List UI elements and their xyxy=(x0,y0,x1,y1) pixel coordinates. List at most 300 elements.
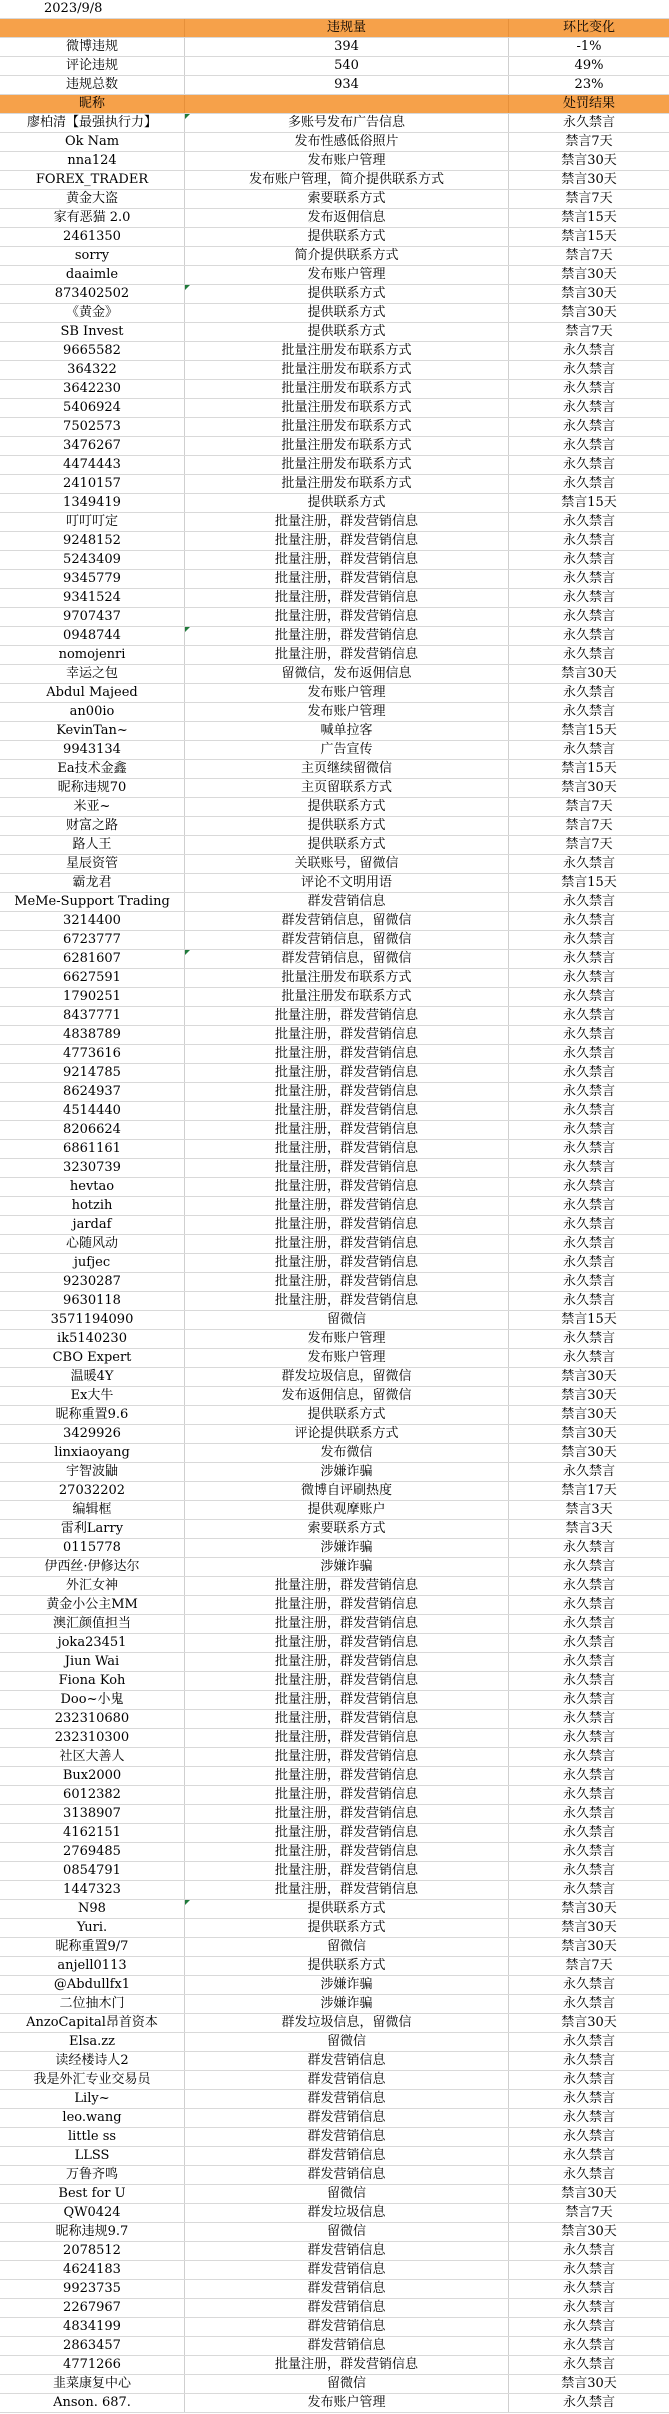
cell-result: 永久禁言 xyxy=(562,932,615,947)
table-row xyxy=(0,1919,669,1938)
cell-reason: 提供联系方式 xyxy=(185,304,509,322)
cell-name: MeMe-Support Trading xyxy=(0,893,185,911)
cell-result: 永久禁言 xyxy=(562,1198,615,1213)
cell-name: 3642230 xyxy=(0,380,185,398)
cell-name: 4514440 xyxy=(0,1102,185,1120)
cell-name: anjell0113 xyxy=(0,1957,185,1975)
cell-reason: 涉嫌诈骗 xyxy=(185,1976,509,1994)
table-row xyxy=(0,874,669,893)
cell-name: 2078512 xyxy=(0,2242,185,2260)
cell-name: 温暖4Y xyxy=(0,1368,185,1386)
table-row xyxy=(0,171,669,190)
table-row xyxy=(0,608,669,627)
cell-name: 昵称重置9.6 xyxy=(0,1406,185,1424)
cell-result: 永久禁言 xyxy=(562,742,615,757)
table-row xyxy=(0,779,669,798)
report-date: 2023/9/8 xyxy=(44,1,103,16)
cell-reason: 群发营销信息 xyxy=(185,2337,509,2355)
table-row xyxy=(0,399,669,418)
cell-name: 星辰资管 xyxy=(0,855,185,873)
cell-name: 编辑框 xyxy=(0,1501,185,1519)
cell-result: 禁言15天 xyxy=(561,495,617,510)
cell-result: 永久禁言 xyxy=(562,1065,615,1080)
table-row xyxy=(0,589,669,608)
cell-result: 禁言30天 xyxy=(561,172,617,187)
cell-name: sorry xyxy=(0,247,185,265)
cell-result: 永久禁言 xyxy=(562,2281,615,2296)
stats-header-change: 环比变化 xyxy=(562,20,615,35)
table-row xyxy=(0,2090,669,2109)
cell-name: Ex大牛 xyxy=(0,1387,185,1405)
table-row xyxy=(0,418,669,437)
table-row xyxy=(0,1463,669,1482)
cell-result: 永久禁言 xyxy=(562,533,615,548)
cell-reason: 批量注册，群发营销信息 xyxy=(185,1653,509,1671)
table-row xyxy=(0,380,669,399)
cell-reason: 提供联系方式 xyxy=(185,817,509,835)
stat-value: 540 xyxy=(185,57,509,75)
stat-value: 934 xyxy=(185,76,509,94)
cell-result: 永久禁言 xyxy=(562,115,615,130)
cell-name: 364322 xyxy=(0,361,185,379)
cell-name: 7502573 xyxy=(0,418,185,436)
table-row xyxy=(0,1349,669,1368)
cell-reason: 群发营销信息 xyxy=(185,2280,509,2298)
table-row xyxy=(0,1710,669,1729)
cell-result: 禁言15天 xyxy=(561,875,617,890)
table-row xyxy=(0,1729,669,1748)
cell-reason: 批量注册，群发营销信息 xyxy=(185,570,509,588)
cell-name: Jiun Wai xyxy=(0,1653,185,1671)
cell-reason: 简介提供联系方式 xyxy=(185,247,509,265)
table-row xyxy=(0,209,669,228)
cell-result: 永久禁言 xyxy=(562,1274,615,1289)
cell-name: 伊西丝·伊修达尔 xyxy=(0,1558,185,1576)
table-row xyxy=(0,2166,669,2185)
table-row xyxy=(0,1330,669,1349)
cell-name: 2769485 xyxy=(0,1843,185,1861)
table-row xyxy=(0,1273,669,1292)
cell-name: 1349419 xyxy=(0,494,185,512)
cell-name: 3476267 xyxy=(0,437,185,455)
table-row xyxy=(0,2204,669,2223)
cell-result: 永久禁言 xyxy=(562,1293,615,1308)
table-row xyxy=(0,1976,669,1995)
cell-result: 禁言30天 xyxy=(561,1426,617,1441)
cell-reason: 发布账户管理 xyxy=(185,684,509,702)
cell-name: 232310680 xyxy=(0,1710,185,1728)
table-row xyxy=(0,912,669,931)
cell-result: 永久禁言 xyxy=(562,438,615,453)
cell-name: FOREX_TRADER xyxy=(0,171,185,189)
cell-reason: 发布账户管理 xyxy=(185,2394,509,2412)
table-row xyxy=(0,703,669,722)
cell-reason: 涉嫌诈骗 xyxy=(185,1539,509,1557)
table-row xyxy=(0,551,669,570)
table-row xyxy=(0,1900,669,1919)
cell-name: 27032202 xyxy=(0,1482,185,1500)
cell-reason: 批量注册，群发营销信息 xyxy=(185,1672,509,1690)
table-row xyxy=(0,1824,669,1843)
cell-name: 9943134 xyxy=(0,741,185,759)
table-row xyxy=(0,1862,669,1881)
table-row xyxy=(0,2223,669,2242)
cell-name: 9345779 xyxy=(0,570,185,588)
table-row xyxy=(0,627,669,646)
cell-result: 永久禁言 xyxy=(562,1103,615,1118)
cell-result: 永久禁言 xyxy=(562,1331,615,1346)
cell-reason: 提供观摩账户 xyxy=(185,1501,509,1519)
table-row xyxy=(0,532,669,551)
cell-reason: 批量注册，群发营销信息 xyxy=(185,1577,509,1595)
cell-name: leo.wang xyxy=(0,2109,185,2127)
cell-reason: 批量注册，群发营销信息 xyxy=(185,1691,509,1709)
cell-result: 永久禁言 xyxy=(562,1749,615,1764)
stats-body xyxy=(0,38,669,95)
table-row xyxy=(0,1501,669,1520)
cell-reason: 批量注册发布联系方式 xyxy=(185,969,509,987)
cell-result: 永久禁言 xyxy=(562,476,615,491)
table-row xyxy=(0,646,669,665)
table-row xyxy=(0,665,669,684)
cell-reason: 留微信 xyxy=(185,2375,509,2393)
cell-result: 禁言30天 xyxy=(561,1445,617,1460)
table-row xyxy=(0,1539,669,1558)
cell-reason: 发布账户管理，简介提供联系方式 xyxy=(185,171,509,189)
cell-reason: 发布性感低俗照片 xyxy=(185,133,509,151)
table-row xyxy=(0,798,669,817)
stat-change: 49% xyxy=(574,58,604,73)
table-row xyxy=(0,2071,669,2090)
cell-name: 4162151 xyxy=(0,1824,185,1842)
table-row xyxy=(0,247,669,266)
cell-result: 永久禁言 xyxy=(562,1996,615,2011)
table-row xyxy=(0,1311,669,1330)
cell-reason: 批量注册，群发营销信息 xyxy=(185,1634,509,1652)
cell-reason: 批量注册发布联系方式 xyxy=(185,361,509,379)
cell-reason: 批量注册，群发营销信息 xyxy=(185,1045,509,1063)
cell-name: N98 xyxy=(0,1900,185,1918)
cell-name: nomojenri xyxy=(0,646,185,664)
cell-name: 4838789 xyxy=(0,1026,185,1044)
table-row xyxy=(0,1786,669,1805)
cell-result: 永久禁言 xyxy=(562,1540,615,1555)
cell-name: 叮叮叮定 xyxy=(0,513,185,531)
cell-name: 6281607 xyxy=(0,950,185,968)
cell-name: 9707437 xyxy=(0,608,185,626)
cell-reason: 批量注册发布联系方式 xyxy=(185,456,509,474)
cell-result: 永久禁言 xyxy=(562,2072,615,2087)
table-row xyxy=(0,1957,669,1976)
cell-reason: 发布返佣信息，留微信 xyxy=(185,1387,509,1405)
cell-result: 永久禁言 xyxy=(562,2034,615,2049)
cell-result: 禁言7天 xyxy=(565,248,613,263)
table-row xyxy=(0,1292,669,1311)
cell-result: 永久禁言 xyxy=(562,1160,615,1175)
cell-reason: 涉嫌诈骗 xyxy=(185,1995,509,2013)
cell-reason: 提供联系方式 xyxy=(185,798,509,816)
table-header-name: 昵称 xyxy=(0,95,185,113)
cell-name: 霸龙君 xyxy=(0,874,185,892)
cell-reason: 批量注册，群发营销信息 xyxy=(185,532,509,550)
table-row xyxy=(0,437,669,456)
cell-reason: 批量注册，群发营销信息 xyxy=(185,1064,509,1082)
cell-result: 禁言30天 xyxy=(561,153,617,168)
cell-reason: 批量注册，群发营销信息 xyxy=(185,1748,509,1766)
table-row xyxy=(0,114,669,133)
table-row xyxy=(0,456,669,475)
cell-reason: 群发营销信息 xyxy=(185,2052,509,2070)
cell-result: 禁言15天 xyxy=(561,210,617,225)
cell-result: 永久禁言 xyxy=(562,362,615,377)
table-row xyxy=(0,1558,669,1577)
cell-result: 禁言30天 xyxy=(561,1369,617,1384)
cell-name: Abdul Majeed xyxy=(0,684,185,702)
cell-result: 永久禁言 xyxy=(562,1844,615,1859)
cell-name: 6723777 xyxy=(0,931,185,949)
table-row xyxy=(0,2109,669,2128)
cell-name: CBO Expert xyxy=(0,1349,185,1367)
cell-result: 禁言30天 xyxy=(561,1920,617,1935)
cell-result: 禁言30天 xyxy=(561,267,617,282)
cell-reason: 涉嫌诈骗 xyxy=(185,1463,509,1481)
cell-reason: 批量注册，群发营销信息 xyxy=(185,1881,509,1899)
cell-result: 禁言7天 xyxy=(565,1958,613,1973)
table-row xyxy=(0,1520,669,1539)
cell-result: 永久禁言 xyxy=(562,2129,615,2144)
table-row xyxy=(0,2261,669,2280)
cell-reason: 批量注册，群发营销信息 xyxy=(185,1292,509,1310)
cell-name: 幸运之包 xyxy=(0,665,185,683)
cell-result: 永久禁言 xyxy=(562,1616,615,1631)
cell-result: 永久禁言 xyxy=(562,1255,615,1270)
cell-name: 家有恶猫 2.0 xyxy=(0,209,185,227)
cell-reason: 批量注册发布联系方式 xyxy=(185,380,509,398)
cell-name: 9248152 xyxy=(0,532,185,550)
cell-result: 永久禁言 xyxy=(562,1597,615,1612)
cell-reason: 批量注册，群发营销信息 xyxy=(185,2356,509,2374)
cell-result: 禁言7天 xyxy=(565,818,613,833)
cell-result: 永久禁言 xyxy=(562,704,615,719)
cell-result: 永久禁言 xyxy=(562,2110,615,2125)
table-row xyxy=(0,2394,669,2413)
cell-reason: 批量注册，群发营销信息 xyxy=(185,1178,509,1196)
cell-name: 1447323 xyxy=(0,1881,185,1899)
cell-result: 永久禁言 xyxy=(562,647,615,662)
cell-result: 永久禁言 xyxy=(562,1692,615,1707)
cell-name: 3138907 xyxy=(0,1805,185,1823)
cell-result: 禁言30天 xyxy=(561,1407,617,1422)
cell-name: 4773616 xyxy=(0,1045,185,1063)
cell-name: 外汇女神 xyxy=(0,1577,185,1595)
table-row xyxy=(0,1083,669,1102)
cell-name: 路人王 xyxy=(0,836,185,854)
table-row xyxy=(0,1482,669,1501)
cell-result: 禁言3天 xyxy=(565,1502,613,1517)
cell-reason: 群发营销信息 xyxy=(185,2242,509,2260)
table-row xyxy=(0,190,669,209)
cell-name: hotzih xyxy=(0,1197,185,1215)
cell-name: Fiona Koh xyxy=(0,1672,185,1690)
cell-reason: 批量注册，群发营销信息 xyxy=(185,1710,509,1728)
cell-result: 禁言15天 xyxy=(561,1312,617,1327)
cell-result: 永久禁言 xyxy=(562,2338,615,2353)
cell-result: 永久禁言 xyxy=(562,1008,615,1023)
table-row xyxy=(0,2356,669,2375)
cell-reason: 发布账户管理 xyxy=(185,703,509,721)
cell-reason: 批量注册，群发营销信息 xyxy=(185,627,509,645)
cell-reason: 发布微信 xyxy=(185,1444,509,1462)
cell-name: AnzoCapital昂首资本 xyxy=(0,2014,185,2032)
cell-name: 3214400 xyxy=(0,912,185,930)
cell-result: 永久禁言 xyxy=(562,400,615,415)
cell-name: Ea技术金鑫 xyxy=(0,760,185,778)
cell-reason: 群发营销信息 xyxy=(185,2147,509,2165)
table-row xyxy=(0,2375,669,2394)
cell-name: 雷利Larry xyxy=(0,1520,185,1538)
cell-name: joka23451 xyxy=(0,1634,185,1652)
cell-reason: 批量注册，群发营销信息 xyxy=(185,1197,509,1215)
cell-result: 永久禁言 xyxy=(562,514,615,529)
table-row xyxy=(0,152,669,171)
cell-result: 禁言30天 xyxy=(561,1901,617,1916)
cell-result: 永久禁言 xyxy=(562,2300,615,2315)
cell-reason: 群发营销信息，留微信 xyxy=(185,912,509,930)
cell-name: 6861161 xyxy=(0,1140,185,1158)
table-row xyxy=(0,1938,669,1957)
cell-name: 心随风动 xyxy=(0,1235,185,1253)
stat-value: 394 xyxy=(185,38,509,56)
cell-reason: 留微信 xyxy=(185,2033,509,2051)
table-row xyxy=(0,1596,669,1615)
cell-result: 永久禁言 xyxy=(562,1578,615,1593)
cell-result: 禁言17天 xyxy=(561,1483,617,1498)
table-row xyxy=(0,361,669,380)
cell-reason: 批量注册，群发营销信息 xyxy=(185,1824,509,1842)
table-row xyxy=(0,1653,669,1672)
cell-result: 永久禁言 xyxy=(562,970,615,985)
cell-result: 永久禁言 xyxy=(562,1977,615,1992)
cell-result: 永久禁言 xyxy=(562,856,615,871)
cell-name: an00io xyxy=(0,703,185,721)
cell-reason: 批量注册，群发营销信息 xyxy=(185,1615,509,1633)
table-row xyxy=(0,1691,669,1710)
stat-label: 评论违规 xyxy=(0,57,185,75)
cell-reason: 批量注册，群发营销信息 xyxy=(185,1140,509,1158)
cell-reason: 批量注册，群发营销信息 xyxy=(185,1159,509,1177)
cell-name: 8624937 xyxy=(0,1083,185,1101)
cell-name: 1790251 xyxy=(0,988,185,1006)
table-row xyxy=(0,1254,669,1273)
cell-name: daaimle xyxy=(0,266,185,284)
cell-result: 禁言15天 xyxy=(561,229,617,244)
cell-reason: 群发营销信息 xyxy=(185,2261,509,2279)
cell-reason: 提供联系方式 xyxy=(185,1919,509,1937)
cell-result: 永久禁言 xyxy=(562,685,615,700)
cell-result: 禁言3天 xyxy=(565,1521,613,1536)
cell-reason: 批量注册，群发营销信息 xyxy=(185,551,509,569)
table-header-result: 处罚结果 xyxy=(562,96,615,111)
cell-result: 永久禁言 xyxy=(562,628,615,643)
stat-row xyxy=(0,57,669,76)
cell-name: 8437771 xyxy=(0,1007,185,1025)
stat-change: 23% xyxy=(574,77,604,92)
cell-name: 6627591 xyxy=(0,969,185,987)
table-row xyxy=(0,1615,669,1634)
cell-result: 永久禁言 xyxy=(562,590,615,605)
cell-result: 禁言30天 xyxy=(561,2015,617,2030)
cell-result: 永久禁言 xyxy=(562,989,615,1004)
cell-result: 永久禁言 xyxy=(562,457,615,472)
cell-reason: 关联账号，留微信 xyxy=(185,855,509,873)
table-row xyxy=(0,1634,669,1653)
cell-name: 9230287 xyxy=(0,1273,185,1291)
cell-reason: 群发营销信息，留微信 xyxy=(185,931,509,949)
table-row xyxy=(0,2147,669,2166)
cell-name: Yuri. xyxy=(0,1919,185,1937)
cell-result: 永久禁言 xyxy=(562,2148,615,2163)
table-row xyxy=(0,2128,669,2147)
table-row xyxy=(0,2337,669,2356)
cell-name: 9923735 xyxy=(0,2280,185,2298)
cell-reason: 涉嫌诈骗 xyxy=(185,1558,509,1576)
cell-reason: 提供联系方式 xyxy=(185,228,509,246)
cell-result: 永久禁言 xyxy=(562,1882,615,1897)
cell-reason: 留微信 xyxy=(185,2223,509,2241)
cell-result: 永久禁言 xyxy=(562,2262,615,2277)
table-row xyxy=(0,342,669,361)
cell-name: 4624183 xyxy=(0,2261,185,2279)
cell-reason: 批量注册发布联系方式 xyxy=(185,475,509,493)
table-row xyxy=(0,513,669,532)
table-row xyxy=(0,1007,669,1026)
cell-name: QW0424 xyxy=(0,2204,185,2222)
cell-reason: 多账号发布广告信息 xyxy=(185,114,509,132)
stat-change: -1% xyxy=(576,39,602,54)
cell-result: 永久禁言 xyxy=(562,1768,615,1783)
cell-reason: 批量注册发布联系方式 xyxy=(185,437,509,455)
table-row xyxy=(0,1672,669,1691)
table-row xyxy=(0,1026,669,1045)
cell-name: 3429926 xyxy=(0,1425,185,1443)
table-row xyxy=(0,1843,669,1862)
table-row xyxy=(0,1235,669,1254)
stats-header-blank xyxy=(0,19,185,37)
cell-result: 禁言7天 xyxy=(565,2205,613,2220)
table-row xyxy=(0,969,669,988)
cell-reason: 批量注册，群发营销信息 xyxy=(185,608,509,626)
cell-name: 9665582 xyxy=(0,342,185,360)
cell-name: 昵称重置9/7 xyxy=(0,1938,185,1956)
cell-reason: 批量注册，群发营销信息 xyxy=(185,1862,509,1880)
cell-result: 永久禁言 xyxy=(562,1236,615,1251)
cell-reason: 批量注册发布联系方式 xyxy=(185,418,509,436)
table-row xyxy=(0,475,669,494)
table-row xyxy=(0,1368,669,1387)
cell-name: linxiaoyang xyxy=(0,1444,185,1462)
cell-name: 873402502 xyxy=(0,285,185,303)
cell-reason: 批量注册，群发营销信息 xyxy=(185,1083,509,1101)
cell-result: 禁言30天 xyxy=(561,1939,617,1954)
cell-reason: 批量注册，群发营销信息 xyxy=(185,1596,509,1614)
cell-result: 永久禁言 xyxy=(562,1141,615,1156)
cell-result: 禁言30天 xyxy=(561,305,617,320)
cell-name: 9630118 xyxy=(0,1292,185,1310)
cell-name: 0854791 xyxy=(0,1862,185,1880)
cell-result: 禁言30天 xyxy=(561,2186,617,2201)
table-row xyxy=(0,950,669,969)
cell-reason: 主页留联系方式 xyxy=(185,779,509,797)
